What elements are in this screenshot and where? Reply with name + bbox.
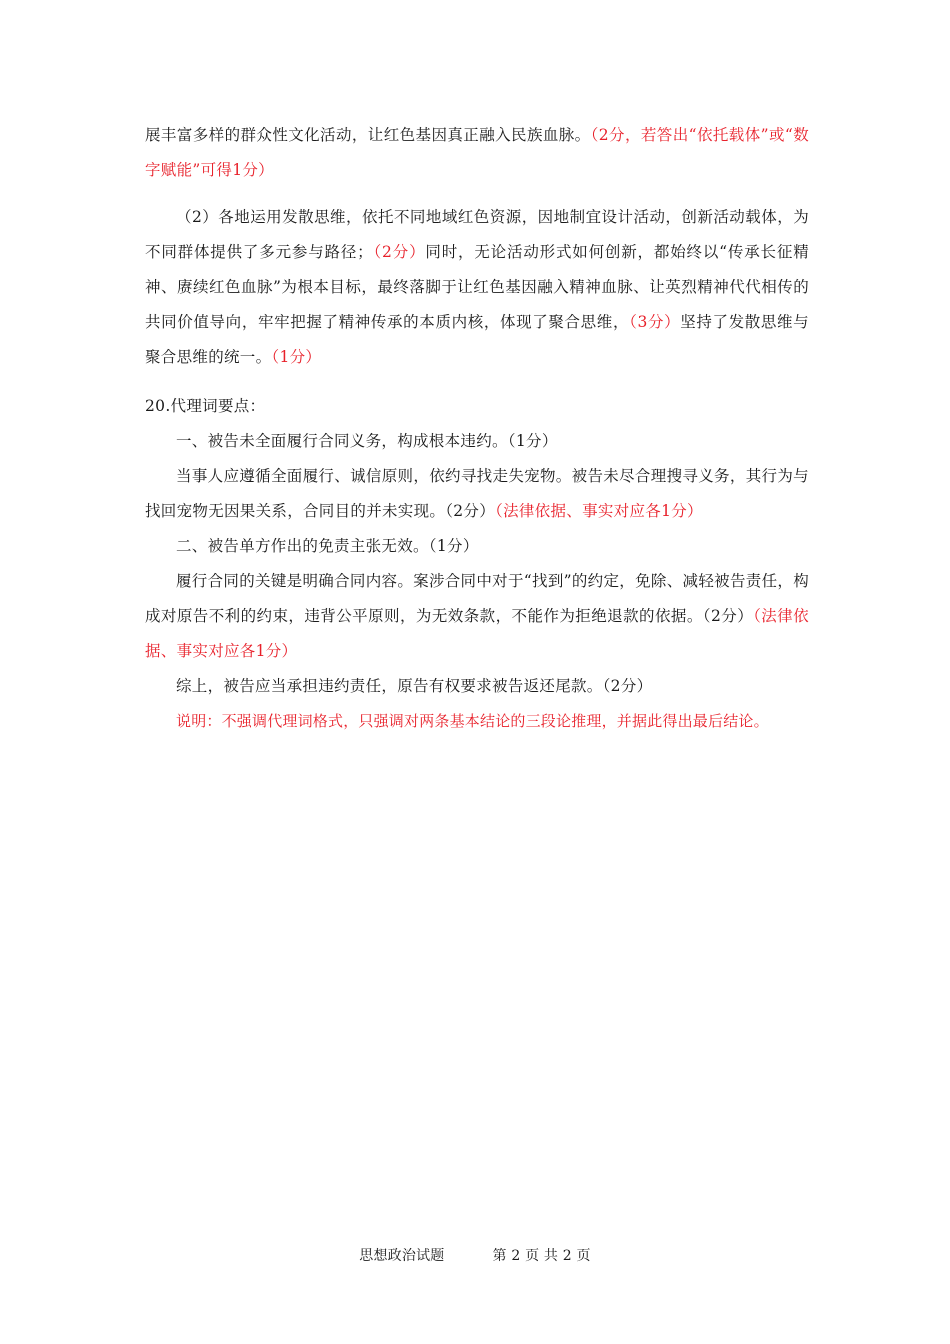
conclusion: 综上，被告应当承担违约责任，原告有权要求被告返还尾款。（2分） — [176, 677, 653, 695]
point-2-heading: 二、被告单方作出的免责主张无效。（1分） — [176, 537, 479, 555]
score-note: （法律依据、事实对应各1分） — [495, 502, 703, 520]
footer-page-number: 第 2 页 共 2 页 — [492, 1248, 591, 1264]
answer-paragraph-2 — [145, 200, 809, 375]
score-note: （2分，若答出“依托载体”或“数字赋能”可得1分） — [145, 126, 810, 179]
grading-remark: 说明：不强调代理词格式，只强调对两条基本结论的三段论推理，并据此得出最后结论。 — [176, 712, 769, 730]
answer-paragraph-1 — [145, 118, 809, 188]
score-note: （1分） — [271, 348, 322, 366]
answer-text: 当事人应遵循全面履行、诚信原则，依约寻找走失宠物。被告未尽合理搜寻义务，其行为与找回宠物无因果关系，合同目的并未实现。（2分） — [145, 467, 809, 520]
score-note: （3分） — [629, 313, 681, 331]
answer-text: （2）各地运用发散思维，依托不同地域红色资源，因地制宜设计活动，创新活动载体，为不同群体提供了多元参与路径； — [145, 208, 809, 261]
answer-text: 履行合同的关键是明确合同内容。案涉合同中对于“找到”的约定，免除、减轻被告责任，构成对原告不利的约束，违背公平原则，为无效条款，不能作为拒绝退款的依据。（2分） — [145, 572, 809, 625]
point-2-body — [145, 564, 809, 669]
answer-text: 展丰富多样的群众性文化活动，让红色基因真正融入民族血脉。 — [145, 126, 591, 144]
answer-text: 同时，无论活动形式如何创新，都始终以“传承长征精神、赓续红色血脉”为根本目标，最终落脚于让红色基因融入精神血脉、让英烈精神代代相传的共同价值导向，牢牢把握了精神传承的本质内核，体现了聚合思维， — [145, 243, 809, 331]
question-20-heading: 20.代理词要点： — [145, 397, 266, 415]
point-1-heading: 一、被告未全面履行合同义务，构成根本违约。（1分） — [176, 432, 558, 450]
answer-text: 坚持了发散思维与聚合思维的统一。 — [145, 313, 809, 366]
point-1-body — [145, 459, 809, 529]
page-footer — [0, 1246, 950, 1266]
footer-subject: 思想政治试题 — [359, 1248, 445, 1264]
answer-content — [145, 118, 809, 739]
score-note: （法律依据、事实对应各1分） — [145, 607, 809, 660]
score-note: （2分） — [372, 243, 426, 261]
